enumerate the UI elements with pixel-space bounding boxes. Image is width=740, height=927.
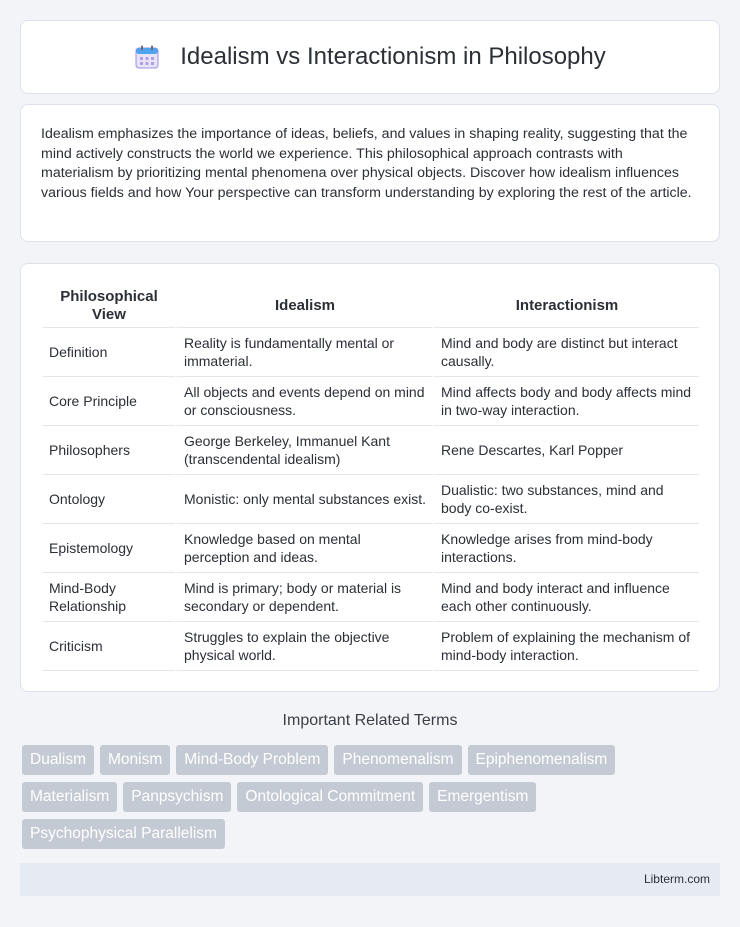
table-cell: Mind-Body Relationship [43, 573, 175, 622]
footer [20, 863, 720, 896]
intro-card [20, 104, 720, 242]
table-cell: Knowledge based on mental perception and ideas. [175, 524, 432, 573]
term-tag[interactable]: Psychophysical Parallelism [22, 819, 225, 849]
header-card [20, 20, 720, 94]
table-cell: Mind and body are distinct but interact causally. [432, 328, 699, 377]
term-tag[interactable]: Materialism [22, 782, 117, 812]
table-row [43, 524, 699, 573]
calendar-icon [134, 44, 160, 70]
column-header: Idealism [175, 284, 432, 328]
term-tag[interactable]: Epiphenomenalism [468, 745, 616, 775]
table-cell: George Berkeley, Immanuel Kant (transcendental idealism) [175, 426, 432, 475]
table-row [43, 475, 699, 524]
table-cell: Mind affects body and body affects mind in two-way interaction. [432, 377, 699, 426]
column-header: Philosophical View [43, 284, 175, 328]
table-cell: Struggles to explain the objective physical world. [175, 622, 432, 671]
term-tag[interactable]: Panpsychism [123, 782, 231, 812]
table-cell: Rene Descartes, Karl Popper [432, 426, 699, 475]
term-tag[interactable]: Dualism [22, 745, 94, 775]
term-tag[interactable]: Phenomenalism [334, 745, 461, 775]
comparison-card [20, 263, 720, 692]
related-terms-list [22, 745, 712, 849]
table-row [43, 573, 699, 622]
table-cell: Mind and body interact and influence each other continuously. [432, 573, 699, 622]
table-cell: Monistic: only mental substances exist. [175, 475, 432, 524]
table-cell: Epistemology [43, 524, 175, 573]
table-cell: Knowledge arises from mind-body interactions. [432, 524, 699, 573]
related-terms-title: Important Related Terms [282, 712, 458, 729]
table-row [43, 622, 699, 671]
table-header-row [43, 284, 699, 328]
term-tag[interactable]: Ontological Commitment [237, 782, 423, 812]
page-title: Idealism vs Interactionism in Philosophy [180, 43, 606, 70]
table-cell: Ontology [43, 475, 175, 524]
table-cell: Reality is fundamentally mental or immaterial. [175, 328, 432, 377]
table-cell: All objects and events depend on mind or consciousness. [175, 377, 432, 426]
table-cell: Philosophers [43, 426, 175, 475]
table-cell: Core Principle [43, 377, 175, 426]
table-row [43, 377, 699, 426]
table-row [43, 328, 699, 377]
comparison-table [43, 284, 699, 671]
table-cell: Criticism [43, 622, 175, 671]
footer-link[interactable]: Libterm.com [643, 872, 710, 886]
table-cell: Mind is primary; body or material is secondary or dependent. [175, 573, 432, 622]
term-tag[interactable]: Mind-Body Problem [176, 745, 328, 775]
term-tag[interactable]: Monism [100, 745, 170, 775]
intro-text: Idealism emphasizes the importance of ideas, beliefs, and values in shaping reality, suggesting that the mind actively constructs the world we experience. This philosophical approach contrasts with materialism by prioritizing mental phenomena over physical objects. Discover how idealism influences various fields and how Your perspective can transform understanding by exploring the rest of the article. [41, 126, 692, 201]
table-row [43, 426, 699, 475]
table-cell: Definition [43, 328, 175, 377]
table-cell: Problem of explaining the mechanism of mind-body interaction. [432, 622, 699, 671]
term-tag[interactable]: Emergentism [429, 782, 536, 812]
table-cell: Dualistic: two substances, mind and body co-exist. [432, 475, 699, 524]
column-header: Interactionism [432, 284, 699, 328]
